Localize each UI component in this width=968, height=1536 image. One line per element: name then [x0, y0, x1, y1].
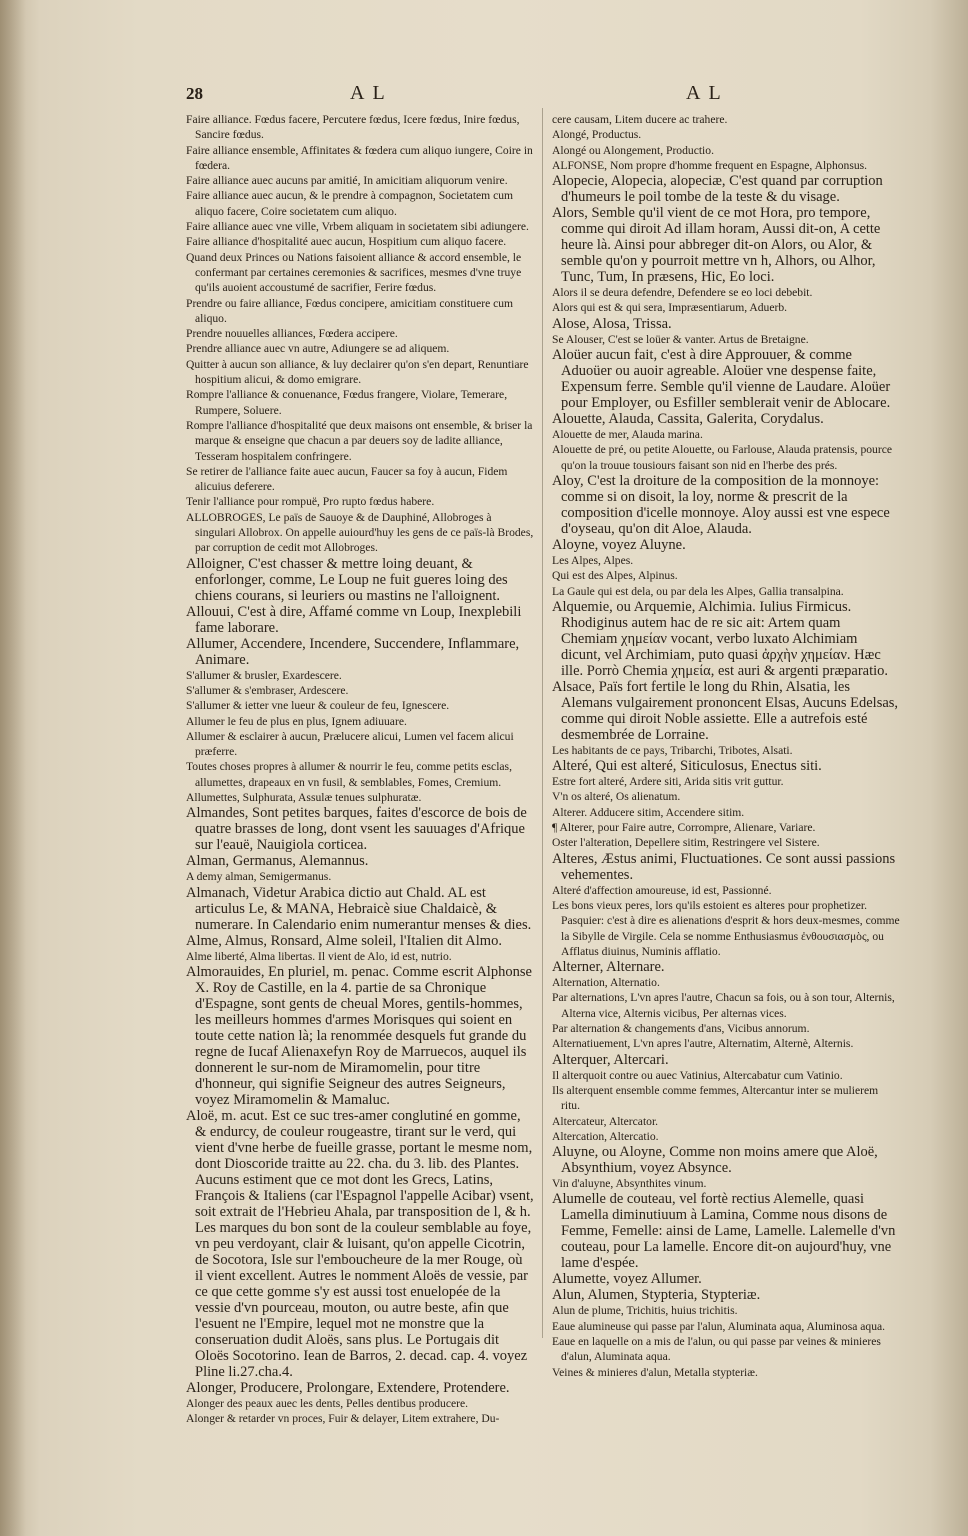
dictionary-entry: Les Alpes, Alpes.: [552, 553, 634, 567]
dictionary-entry: Alun, Alumen, Stypteria, Stypteriæ.: [552, 1287, 761, 1304]
dictionary-entry: Tenir l'alliance pour rompuë, Pro rupto fœdus habere.: [186, 495, 435, 509]
dictionary-entry: Les bons vieux peres, lors qu'ils estoient es alteres pour prophetizer. Pasquier: c'est à dire es alienations d'esprit & hors deux-mesmes, comme la Sibylle de Virgile. Cela se nomme Enthusiasmus ἐνθουσιασμὸς, ou Afflatus diuinus, Numinis afflatio.: [552, 898, 900, 958]
dictionary-entry: V'n os alteré, Os alienatum.: [552, 790, 681, 804]
dictionary-entry: S'allumer & ietter vne lueur & couleur de feu, Ignescere.: [186, 699, 450, 713]
dictionary-entry: Alun de plume, Trichitis, huius trichitis.: [552, 1304, 738, 1318]
dictionary-entry: Rompre l'alliance d'hospitalité que deux maisons ont ensemble, & briser la marque & enseigne que chacun a par deuers soy de ladite alliance, Tesseram hospitalem confringere.: [186, 418, 533, 463]
dictionary-entry: Altercation, Altercatio.: [552, 1129, 659, 1143]
dictionary-entry: Ils alterquent ensemble comme femmes, Altercantur inter se mulierem ritu.: [552, 1083, 879, 1113]
dictionary-entry: Il alterquoit contre ou auec Vatinius, Altercabatur cum Vatinio.: [552, 1068, 843, 1082]
dictionary-entry: Rompre l'alliance & conuenance, Fœdus frangere, Violare, Temerare, Rumpere, Soluere.: [186, 388, 508, 417]
dictionary-entry: Alors qui est & qui sera, Impræsentiarum, Aduerb.: [552, 301, 788, 315]
dictionary-entry: A demy alman, Semigermanus.: [186, 870, 332, 884]
dictionary-entry: Vin d'aluyne, Absynthites vinum.: [552, 1177, 707, 1191]
dictionary-entry: Prendre alliance auec vn autre, Adiungere se ad aliquem.: [186, 342, 450, 356]
dictionary-entry: Almorauides, En pluriel, m. penac. Comme escrit Alphonse X. Roy de Castille, en la 4. partie de sa Chronique d'Espagne, sont gents de cheual Mores, gentils-hommes, les meilleurs hommes d'armes Morisques qui soient en toute cette nation là; la renommée desquels fut grande du regne de Iucaf Alienaxefyn Roy de Marruecos, auquel ils donnerent le sur-nom de Miramomelin, pour titre d'honneur, qui signifie Seigneur des autres Seigneurs, voyez Miramomelin & Mamaluc.: [186, 963, 532, 1108]
dictionary-entry: Aloë, m. acut. Est ce suc tres-amer conglutiné en gomme, & endurcy, de couleur rougeastre, tirant sur le verd, qui vient d'vne herbe de fueille grasse, portant le mesme nom, dont Dioscoride traitte au 22. cha. du 3. lib. des Plantes. Aucuns estiment que ce mot dont les Grecs, Latins, François & Italiens (car l'Espagnol l'appelle Acibar) vsent, soit extrait de l'Hebrieu Ahala, par transposition de l, & h. Les marques du bon sont de la couleur semblable au foye, vn peu verdoyant, clair & luisant, qu'on appelle Cicotrin, de Socotora, Isle sur l'emboucheure de la mer Rouge, où il vient excellent. Autres le nomment Aloës de vessie, par ce que cette gomme s'y est aussi tost enuelopée de la vessie d'vn pourceau, mouton, ou autre beste, afin que l'esuent ne l'Empire, lequel mot ne monstre que la conseruation dudit Aloës, sans plus. Le Portugais dit Oloës Socotorino. Iean de Barros, 2. decad. cap. 4. voyez Pline li.27.cha.4.: [186, 1107, 534, 1380]
dictionary-entry: Aloy, C'est la droiture de la composition de la monnoye: comme si on disoit, la loy, norme & prescrit de la composition d'icelle monnoye. Aloy aussi est vne espece d'oyseau, qu'on dit Aloe, Alauda.: [552, 472, 890, 537]
dictionary-entry: Allumettes, Sulphurata, Assulæ tenues sulphuratæ.: [186, 790, 422, 804]
dictionary-entry: Estre fort alteré, Ardere siti, Arida sitis vrit guttur.: [552, 775, 784, 789]
dictionary-entry: Alose, Alosa, Trissa.: [552, 315, 672, 332]
dictionary-entry: Toutes choses propres à allumer & nourrir le feu, comme petits esclas, allumettes, drapeaux en vn fusil, & semblables, Fomes, Cremium.: [186, 760, 512, 789]
dictionary-entry: Alouette de mer, Alauda marina.: [552, 428, 703, 442]
dictionary-entry: Alternation, Alternatio.: [552, 976, 660, 990]
dictionary-entry: Almandes, Sont petites barques, faites d'escorce de bois de quatre brasses de long, dont vsent les sauuages d'Afrique sur l'eauë, Nauigiola corticea.: [186, 805, 527, 854]
dictionary-entry: Qui est des Alpes, Alpinus.: [552, 569, 678, 583]
dictionary-page: [150, 78, 940, 1426]
dictionary-entry: Faire alliance ensemble, Affinitates & fœdera cum aliquo iungere, Coire in fœdera.: [186, 143, 533, 172]
dictionary-entry: Oster l'alteration, Depellere sitim, Restringere vel Sistere.: [552, 836, 820, 850]
dictionary-entry: Eaue en laquelle on a mis de l'alun, ou qui passe par veines & minieres d'alun, Aluminata aqua.: [552, 1334, 881, 1364]
dictionary-entry: Alteres, Æstus animi, Fluctuationes. Ce sont aussi passions vehementes.: [552, 850, 896, 883]
dictionary-entry: S'allumer & brusler, Exardescere.: [186, 668, 342, 682]
dictionary-entry: ¶ Alterer, pour Faire autre, Corrompre, Alienare, Variare.: [552, 821, 816, 835]
dictionary-entry: Prendre ou faire alliance, Fœdus concipere, amicitiam constituere cum aliquo.: [186, 296, 514, 325]
dictionary-entry: Altercateur, Altercator.: [552, 1114, 659, 1128]
left-column: [186, 112, 534, 1426]
dictionary-entry: Veines & minieres d'alun, Metalla stypteriæ.: [552, 1365, 758, 1379]
dictionary-entry: Se retirer de l'alliance faite auec aucun, Faucer sa foy à aucun, Fidem alicuius deferere.: [186, 464, 508, 494]
dictionary-entry: Alongé, Productus.: [552, 128, 642, 142]
running-head-left: AL: [350, 82, 393, 104]
dictionary-entry: Alteré d'affection amoureuse, id est, Passionné.: [552, 883, 772, 897]
dictionary-entry: ALLOBROGES, Le païs de Sauoye & de Dauphiné, Allobroges à singulari Allobrox. On appelle auiourd'huy les gens de ce païs-là Brodes, par corruption de cedit mot Allobroges.: [186, 510, 534, 555]
dictionary-entry: Se Alouser, C'est se loüer & vanter. Artus de Bretaigne.: [552, 332, 809, 346]
dictionary-entry: Aloüer aucun fait, c'est à dire Approuuer, & comme Aduoüer ou auoir agreable. Aloüer vne despense faite, Expensum ferre. Semble qu'il vienne de Laudare. Aloüer pour Employer, ou Esfiller semblerait venir de Ablocare.: [552, 347, 891, 412]
dictionary-entry: Aluyne, ou Aloyne, Comme non moins amere que Aloë, Absynthium, voyez Absynce.: [552, 1144, 878, 1177]
dictionary-entry: Faire alliance. Fœdus facere, Percutere fœdus, Icere fœdus, Inire fœdus, Sancire fœdus.: [186, 113, 520, 142]
dictionary-entry: Alonger, Producere, Prolongare, Extendere, Protendere.: [186, 1379, 510, 1396]
dictionary-entry: Par alternation & changements d'ans, Vicibus annorum.: [552, 1022, 810, 1036]
dictionary-entry: Alouette de pré, ou petite Alouette, ou Farlouse, Alauda pratensis, pource qu'on la trouue tousiours faisant son nid en l'herbe des prés.: [552, 443, 892, 472]
dictionary-entry: Quand deux Princes ou Nations faisoient alliance & accord ensemble, le confermant par certaines ceremonies & sacrifices, mesmes d'vne truye qu'ils auoient accoustumé de sacrifier, Ferire fœdus.: [186, 250, 522, 295]
dictionary-entry: Alterquer, Altercari.: [552, 1051, 669, 1068]
dictionary-entry: Allumer & esclairer à aucun, Prælucere alicui, Lumen vel facem alicui præferre.: [186, 729, 514, 759]
dictionary-entry: Alman, Germanus, Alemannus.: [186, 853, 369, 870]
dictionary-entry: Alouette, Alauda, Cassita, Galerita, Corydalus.: [552, 411, 824, 428]
dictionary-entry: Par alternations, L'vn apres l'autre, Chacun sa fois, ou à son tour, Alternis, Alterna vice, Alternis vicibus, Per alternas vices.: [552, 991, 895, 1020]
dictionary-entry: Alumette, voyez Allumer.: [552, 1271, 702, 1288]
dictionary-entry: Quitter à aucun son alliance, & luy declairer qu'on s'en depart, Renuntiare hospitium alicui, & domo emigrare.: [186, 357, 529, 387]
dictionary-entry: Alonger des peaux auec les dents, Pelles dentibus producere.: [186, 1396, 469, 1410]
dictionary-entry: Alterer. Adducere sitim, Accendere sitim.: [552, 805, 745, 819]
dictionary-entry: Alterner, Alternare.: [552, 959, 665, 976]
binding-shadow: [0, 0, 26, 1536]
right-column: [552, 112, 900, 1380]
column-divider: [542, 108, 543, 1338]
dictionary-entry: La Gaule qui est dela, ou par dela les Alpes, Gallia transalpina.: [552, 584, 844, 598]
dictionary-entry: Faire alliance auec aucuns par amitié, In amicitiam aliquorum venire.: [186, 174, 508, 188]
running-head-right: AL: [686, 82, 729, 104]
dictionary-entry: Allumer le feu de plus en plus, Ignem adiuuare.: [186, 714, 407, 728]
dictionary-entry: Alloigner, C'est chasser & mettre loing deuant, & enforlonger, comme, Le Loup ne fuit gueres loing des chiens courans, si leuriers ou mastins ne l'alloignent.: [186, 555, 508, 604]
dictionary-entry: Faire alliance d'hospitalité auec aucun, Hospitium cum aliquo facere.: [186, 235, 507, 249]
dictionary-entry: Alteré, Qui est alteré, Siticulosus, Enectus siti.: [552, 758, 822, 775]
dictionary-entry: Alongé ou Alongement, Productio.: [552, 143, 714, 157]
dictionary-entry: cere causam, Litem ducere ac trahere.: [552, 113, 728, 126]
dictionary-entry: Faire alliance auec vne ville, Vrbem aliquam in societatem sibi adiungere.: [186, 220, 529, 234]
dictionary-entry: Faire alliance auec aucun, & le prendre à compagnon, Societatem cum aliquo facere, Coire societatem cum aliquo.: [186, 189, 514, 218]
dictionary-entry: Alors, Semble qu'il vient de ce mot Hora, pro tempore, comme qui diroit Ad illam horam, Aussi dit-on, A cette heure là. Ainsi pour abbreger dit-on Alors, ou Alor, & semble qu'on y pourroit mettre vn h, Alhors, ou Alhor, Tunc, Tum, In præsens, Hic, Eo loci.: [552, 205, 881, 286]
dictionary-entry: Eaue alumineuse qui passe par l'alun, Aluminata aqua, Aluminosa aqua.: [552, 1319, 886, 1333]
dictionary-entry: Allouui, C'est à dire, Affamé comme vn Loup, Inexplebili fame laborare.: [186, 603, 522, 636]
dictionary-entry: Alme liberté, Alma libertas. Il vient de Alo, id est, nutrio.: [186, 949, 452, 963]
dictionary-entry: Alme, Almus, Ronsard, Alme soleil, l'Italien dit Almo.: [186, 932, 502, 949]
dictionary-entry: Alquemie, ou Arquemie, Alchimia. Iulius Firmicus. Rhodiginus autem hac de re sic ait: Artem quam Chemiam χημείαν vocant, verbo luxato Alchimiam dicunt, vel Archimiam, puto quasi ἀρχὴν χημείαν. Hæc ille. Porrò Chemia χημεία, est auri & argenti præparatio.: [552, 598, 889, 679]
dictionary-entry: Prendre nouuelles alliances, Fœdera accipere.: [186, 327, 398, 341]
dictionary-entry: Alumelle de couteau, vel fortè rectius Alemelle, quasi Lamella diminutiuum à Lamina, Comme nous disons de Femme, Femelle: ainsi de Lame, Lamelle. Lalemelle d'vn couteau, pour La lamelle. Encore dit-on aujourd'huy, vne lame d'espée.: [552, 1191, 896, 1272]
dictionary-entry: Allumer, Accendere, Incendere, Succendere, Inflammare, Animare.: [186, 635, 520, 668]
dictionary-entry: Les habitants de ce pays, Tribarchi, Tribotes, Alsati.: [552, 743, 793, 757]
dictionary-entry: Aloyne, voyez Aluyne.: [552, 536, 686, 553]
dictionary-entry: Alopecie, Alopecia, alopeciæ, C'est quand par corruption d'humeurs le poil tombe de la teste & du visage.: [552, 173, 883, 206]
dictionary-entry: Alternatiuement, L'vn apres l'autre, Alternatim, Alternè, Alternis.: [552, 1037, 854, 1051]
dictionary-entry: S'allumer & s'embraser, Ardescere.: [186, 683, 349, 697]
dictionary-entry: Alsace, Païs fort fertile le long du Rhin, Alsatia, les Alemans vulgairement prononcent Elsas, Aucuns Edelsas, comme qui diroit Noble assiette. Elle a autrefois esté desmembrée de Lorraine.: [552, 678, 899, 743]
dictionary-entry: Alors il se deura defendre, Defendere se eo loci debebit.: [552, 286, 813, 300]
page-number: 28: [186, 84, 203, 103]
dictionary-entry: Alonger & retarder vn proces, Fuir & delayer, Litem extrahere, Du-: [186, 1412, 500, 1426]
dictionary-entry: ALFONSE, Nom propre d'homme frequent en Espagne, Alphonsus.: [552, 158, 868, 172]
dictionary-entry: Almanach, Videtur Arabica dictio aut Chald. AL est articulus Le, & MANA, Hebraicè siue Chaldaicè, & numerare. In Calendario enim numerantur menses & dies.: [186, 884, 532, 933]
